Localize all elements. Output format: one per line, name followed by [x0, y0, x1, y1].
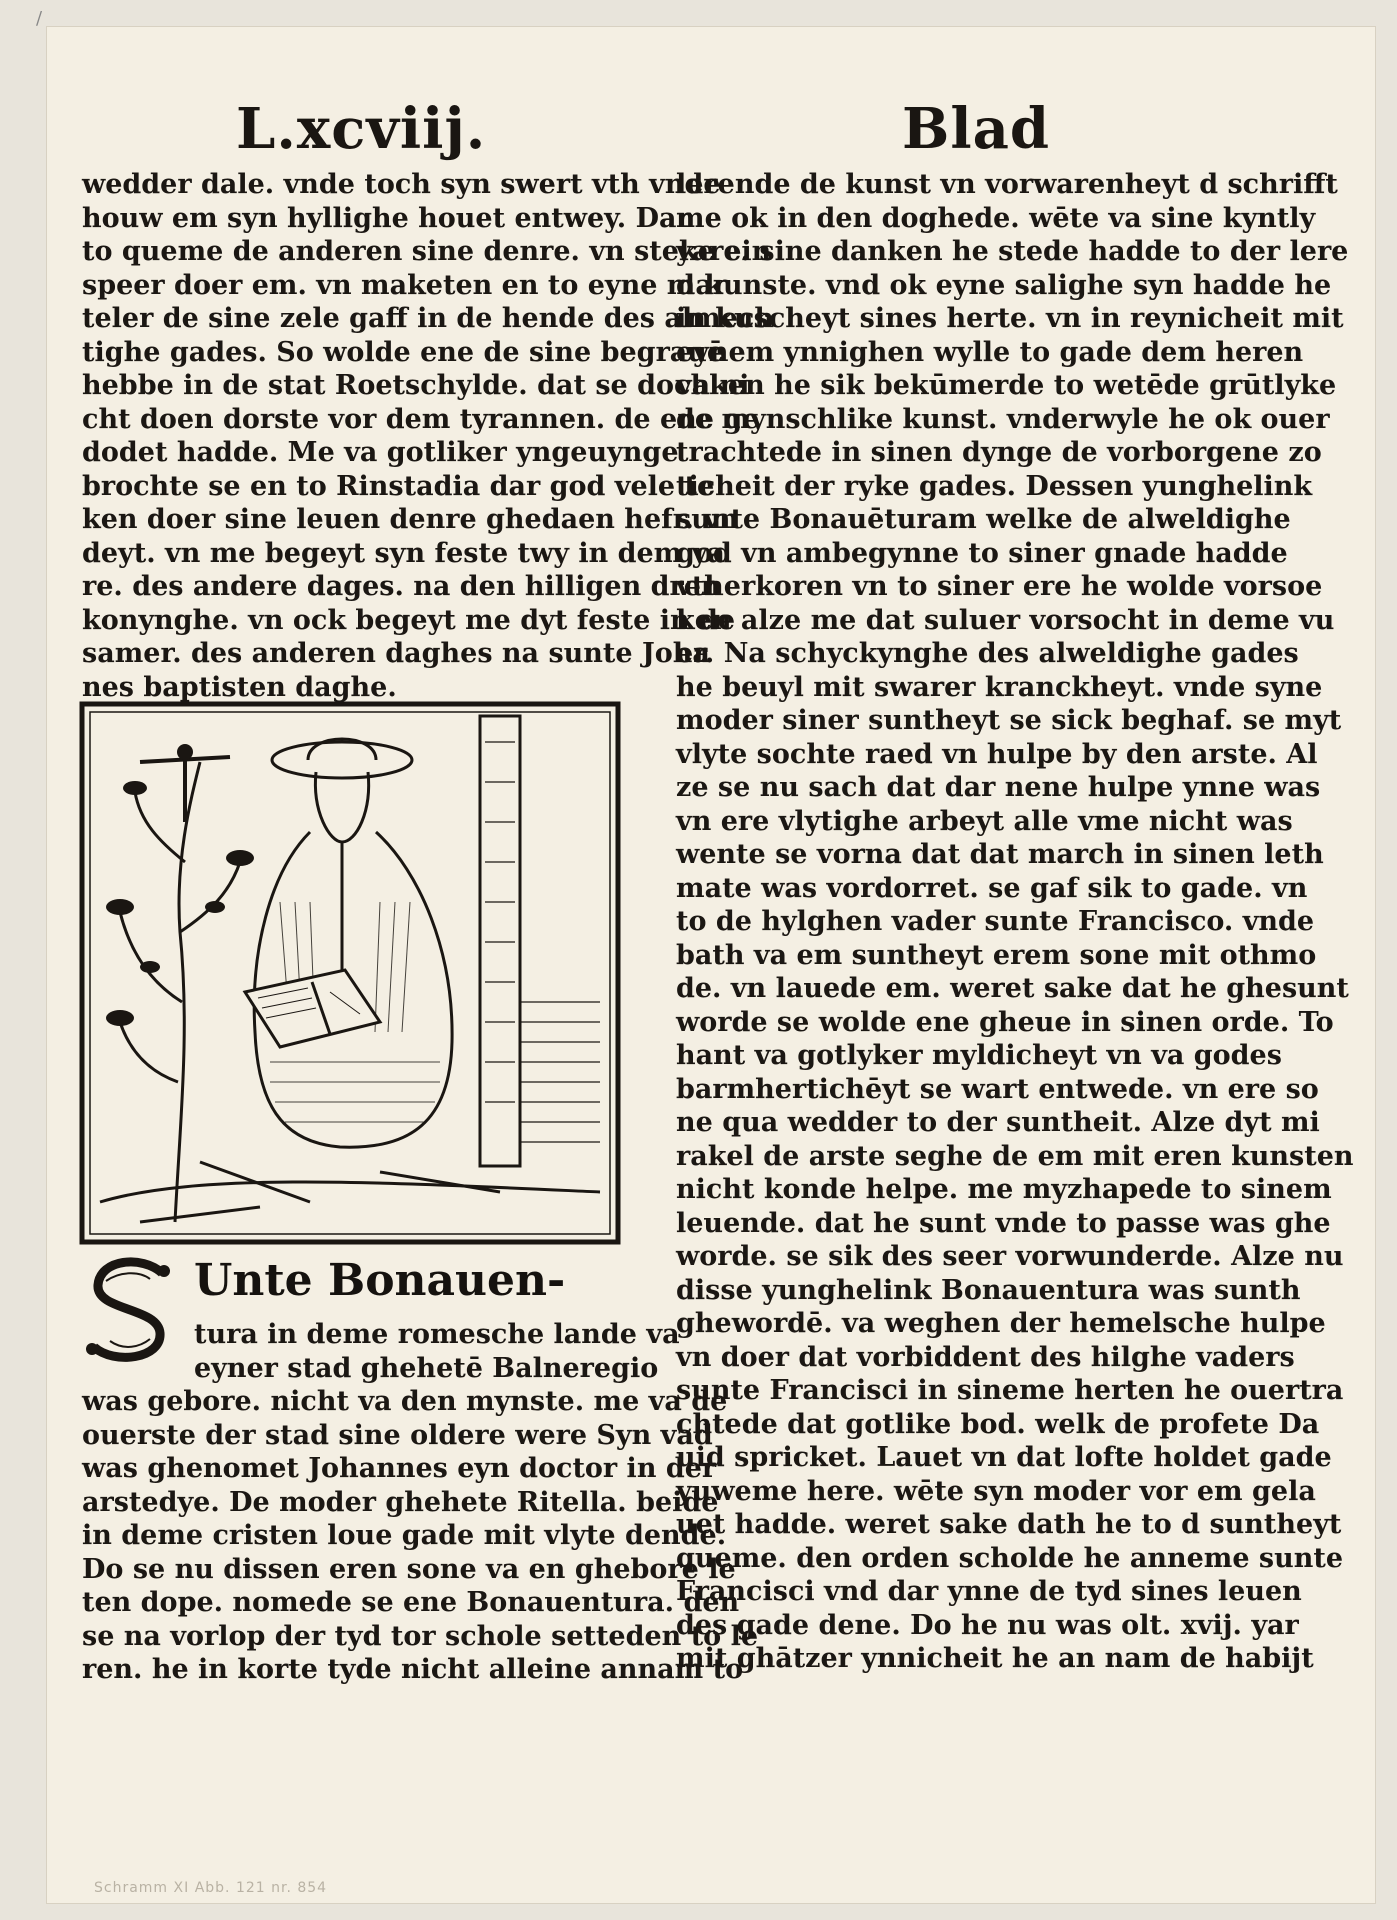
text-line: de mynschlike kunst. vnderwyle he ok ouer [676, 403, 1330, 435]
text-line: Francisci vnd dar ynne de tyd sines leuen [676, 1576, 1302, 1607]
text-line: disse yunghelink Bonauentura was sunth [676, 1274, 1301, 1306]
text-line: sunte Francisci in sineme herten he ouertra [676, 1375, 1344, 1406]
text-line: arstedye. De moder ghehete Ritella. beide [82, 1486, 719, 1518]
text-line: he beuyl mit swarer kranckheyt. vnde syne [676, 671, 1323, 703]
text-line: nicht konde helpe. me myzhapede to sinem [676, 1174, 1332, 1205]
text-line: ze se nu sach dat dar nene hulpe ynne was [676, 772, 1321, 803]
text-line: god vn ambegynne to siner gnade hadde [676, 537, 1288, 569]
text-line: re. des andere dages. na den hilligen dren [82, 571, 721, 602]
text-line: wedder dale. vnde toch syn swert vth vnde [82, 169, 721, 200]
text-line: in deme cristen loue gade mit vlyte dende. [82, 1520, 727, 1551]
text-line: rakel de arste seghe de em mit eren kunsten [676, 1140, 1354, 1172]
text-line: er. Na schyckynghe des alweldighe gades [676, 638, 1299, 669]
text-line: ken doer sine leuen denre ghedaen hefr. vn [82, 504, 739, 535]
text-line: leuende. dat he sunt vnde to passe was ghe [676, 1207, 1331, 1239]
text-line: uid spricket. Lauet vn dat lofte holdet gade [676, 1442, 1332, 1473]
text-line: bath va em suntheyt erem sone mit othmo [676, 939, 1317, 971]
text-line: hant va gotlyker myldicheyt vn va godes [676, 1040, 1282, 1071]
text-line: barmhertichēyt se wart entwede. vn ere so [676, 1073, 1319, 1105]
text-line: ren. he in korte tyde nicht alleine annam to [82, 1654, 744, 1685]
text-line: Do se nu dissen eren sone va en ghebore le [82, 1553, 736, 1585]
pencil-annotation: Schramm XI Abb. 121 nr. 854 [94, 1880, 328, 1896]
text-line: sunte Bonauēturam welke de alweldighe [676, 504, 1291, 535]
text-line: des gade dene. Do he nu was olt. xvij. yar [676, 1609, 1299, 1641]
text-line: queme. den orden scholde he anneme sunte [676, 1542, 1344, 1574]
text-line: chtede dat gotlike bod. welk de profete Da [676, 1408, 1320, 1440]
text-line: was ghenomet Johannes eyn doctor in der [82, 1453, 717, 1484]
text-line: ten dope. nomede se ene Bonauentura. den [82, 1587, 740, 1618]
text-line: hebbe in de stat Roetschylde. dat se doch ni [82, 370, 750, 401]
text-line: nes baptisten daghe. [82, 671, 397, 703]
text-line: ticheit der ryke gades. Dessen yunghelink [676, 470, 1313, 502]
text-line: lerende de kunst vn vorwarenheyt d schrifft [676, 169, 1338, 200]
text-line: de. vn lauede em. weret sake dat he ghesunt [676, 973, 1349, 1004]
text-line: to queme de anderen sine denre. vn steke ein [82, 236, 772, 267]
text-line: to de hylghen vader sunte Francisco. vnde [676, 906, 1315, 937]
text-line: ken alze me dat suluer vorsocht in deme vu [676, 604, 1335, 636]
text-line: vlyte sochte raed vn hulpe by den arste. Al [676, 738, 1318, 770]
left-column-inset [194, 1318, 680, 1385]
text-line: mit ghātzer ynnicheit he an nam de habijt [676, 1643, 1314, 1674]
text-line: houw em syn hyllighe houet entwey. Dar [82, 202, 691, 234]
text-line: vn ere vlytighe arbeyt alle vme nicht was [676, 805, 1293, 837]
text-line: ne qua wedder to der suntheit. Alze dyt mi [676, 1107, 1320, 1138]
text-line: teler de sine zele gaff in de hende des almech [82, 303, 774, 334]
text-line: was gebore. nicht va den mynste. me va de [82, 1386, 728, 1417]
text-line: in kuscheyt sines herte. vn in reynicheit mit [676, 303, 1344, 334]
text-line: ouerste der stad sine oldere were Syn vad [82, 1419, 713, 1451]
text-line: yare. sine danken he stede hadde to der lere [676, 236, 1349, 267]
right-column [676, 168, 1354, 1676]
decorated-initial [80, 1255, 180, 1365]
text-line: eyner stad ghehetē Balneregio [194, 1352, 659, 1384]
text-line: se na vorlop der tyd tor schole setteden to le [82, 1620, 759, 1652]
text-line: tighe gades. So wolde ene de sine begrauē [82, 336, 725, 368]
text-line: cht doen dorste vor dem tyrannen. de ene ge [82, 403, 760, 435]
corner-mark: / [36, 8, 43, 29]
text-line: konynghe. vn ock begeyt me dyt feste in de [82, 604, 736, 636]
text-line: worde. se sik des seer vorwunderde. Alze nu [676, 1241, 1344, 1272]
text-line: brochte se en to Rinstadia dar god vele te [82, 470, 715, 502]
woodcut-illustration [80, 702, 620, 1244]
text-line: ghewordē. va weghen der hemelsche hulpe [676, 1308, 1326, 1339]
folio-number: L.xcviij. [236, 96, 487, 162]
folio-label: Blad [902, 96, 1051, 162]
text-line: vaken he sik bekūmerde to wetēde grūtlyke [676, 370, 1337, 401]
text-line: worde se wolde ene gheue in sinen orde. To [676, 1006, 1334, 1038]
text-line: speer doer em. vn maketen en to eyne mar [82, 269, 728, 301]
section-heading: Unte Bonauen- [194, 1255, 566, 1306]
text-line: tura in deme romesche lande va [194, 1319, 680, 1350]
text-line: deyt. vn me begeyt syn feste twy in dem ya [82, 537, 725, 569]
text-line: vtherkoren vn to siner ere he wolde vorsoe [676, 571, 1323, 602]
text-line: me ok in den doghede. wēte va sine kyntly [676, 202, 1316, 234]
left-column-bottom [82, 1385, 759, 1687]
text-line: mate was vordorret. se gaf sik to gade. vn [676, 872, 1308, 904]
text-line: yuweme here. wēte syn moder vor em gela [676, 1475, 1316, 1507]
left-column-top [82, 168, 774, 704]
text-line: moder siner suntheyt se sick beghaf. se myt [676, 705, 1342, 736]
text-line: vn doer dat vorbiddent des hilghe vaders [676, 1341, 1295, 1373]
text-line: eynem ynnighen wylle to gade dem heren [676, 336, 1304, 368]
text-line: samer. des anderen daghes na sunte Joha [82, 638, 710, 669]
text-line: d kunste. vnd ok eyne salighe syn hadde he [676, 269, 1332, 301]
text-line: trachtede in sinen dynge de vorborgene zo [676, 437, 1322, 468]
text-line: dodet hadde. Me va gotliker yngeuynge [82, 437, 679, 468]
text-line: uet hadde. weret sake dath he to d suntheyt [676, 1509, 1342, 1540]
text-line: wente se vorna dat dat march in sinen leth [676, 839, 1324, 870]
